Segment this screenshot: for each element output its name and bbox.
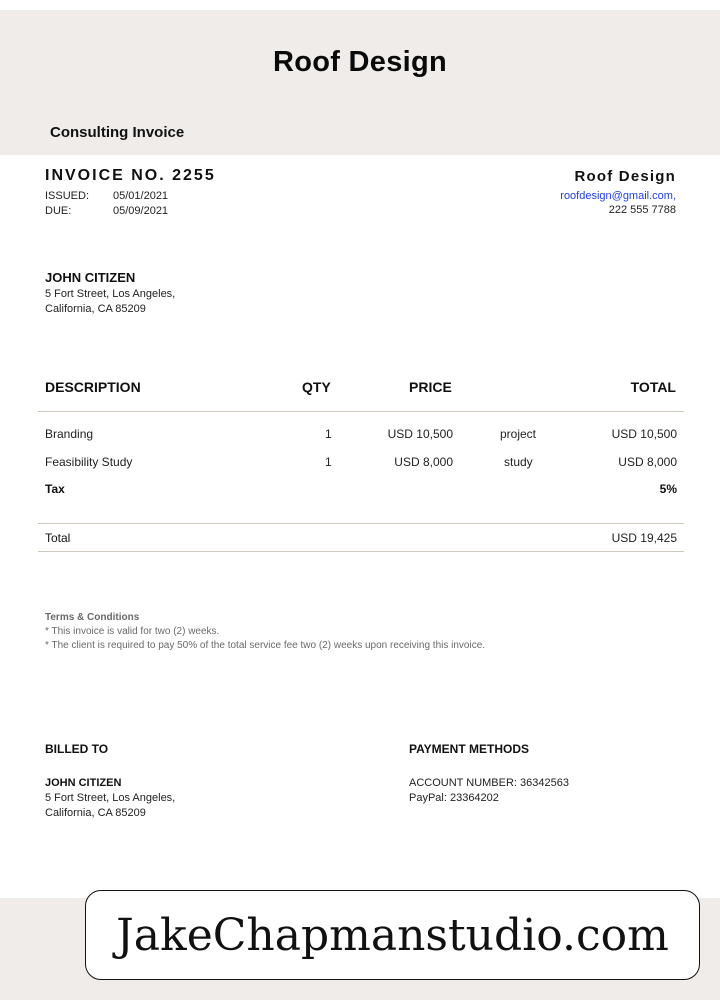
due-date-row [45, 205, 168, 217]
account-number: ACCOUNT NUMBER: 36342563 [409, 777, 569, 789]
billed-to-name: JOHN CITIZEN [45, 777, 122, 789]
total-label: Total [45, 531, 71, 545]
terms-line: * The client is required to pay 50% of the total service fee two (2) weeks upon receiving this invoice. [45, 640, 486, 651]
row-description: Branding [45, 427, 94, 441]
row-price: USD 8,000 [394, 455, 453, 469]
issued-date: 05/01/2021 [113, 190, 169, 202]
total-top-divider [38, 523, 684, 524]
terms-and-conditions [45, 611, 485, 653]
terms-heading: Terms & Conditions [45, 612, 140, 623]
row-total: USD 8,000 [618, 455, 677, 469]
col-header-price: PRICE [409, 379, 452, 395]
col-header-qty: QTY [302, 379, 331, 395]
issued-label: ISSUED: [45, 190, 90, 202]
row-qty: 1 [325, 427, 332, 441]
company-email-link[interactable]: roofdesign@gmail.com, [560, 190, 676, 202]
terms-line: * This invoice is valid for two (2) weeks. [45, 626, 220, 637]
due-label: DUE: [45, 205, 72, 217]
payment-details [409, 776, 569, 806]
payment-methods-heading: PAYMENT METHODS [409, 742, 530, 756]
billed-to-address-line1: 5 Fort Street, Los Angeles, [45, 792, 176, 804]
billed-to-address-line2: California, CA 85209 [45, 807, 146, 819]
watermark-banner: JakeChapmanstudio.com [85, 890, 700, 980]
invoice-subtitle: Consulting Invoice [50, 124, 185, 141]
client-address-line1: 5 Fort Street, Los Angeles, [45, 288, 176, 300]
col-header-description: DESCRIPTION [45, 379, 141, 395]
issued-date-row [45, 190, 168, 202]
client-info [45, 270, 175, 317]
total-value: USD 19,425 [611, 531, 677, 545]
client-address [45, 287, 175, 317]
brand-title: Roof Design [272, 46, 448, 78]
col-header-total: TOTAL [630, 379, 676, 395]
row-unit: study [504, 455, 533, 469]
client-address-line2: California, CA 85209 [45, 303, 146, 315]
invoice-number: INVOICE NO. 2255 [45, 167, 216, 184]
due-date: 05/09/2021 [113, 205, 169, 217]
row-unit: project [500, 427, 537, 441]
company-info [560, 168, 676, 216]
tax-value: 5% [659, 482, 677, 496]
billed-to-details [45, 776, 175, 821]
company-name: Roof Design [574, 168, 676, 185]
row-description: Feasibility Study [45, 455, 133, 469]
total-bottom-divider [38, 551, 684, 552]
client-name: JOHN CITIZEN [45, 270, 136, 285]
billed-to-heading: BILLED TO [45, 742, 109, 756]
company-phone: 222 555 7788 [608, 204, 676, 216]
header-divider [38, 411, 684, 412]
row-price: USD 10,500 [387, 427, 453, 441]
row-total: USD 10,500 [611, 427, 677, 441]
tax-label: Tax [45, 482, 65, 496]
row-qty: 1 [325, 455, 332, 469]
paypal-id: PayPal: 23364202 [409, 792, 499, 804]
